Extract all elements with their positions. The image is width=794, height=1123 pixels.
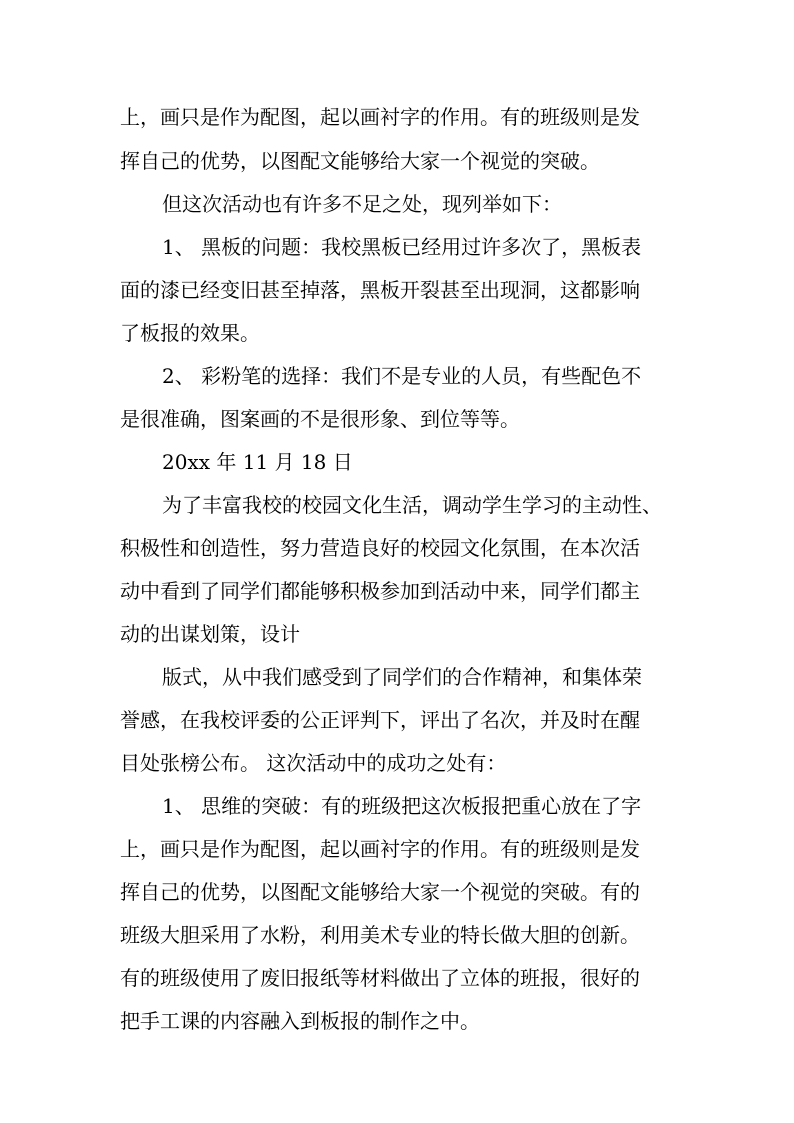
text-line: 1、 黑板的问题：我校黑板已经用过许多次了，黑板表: [162, 235, 642, 259]
text-line: 为了丰富我校的校园文化生活，调动学生学习的主动性、: [162, 493, 662, 517]
text-line: 目处张榜公布。 这次活动中的成功之处有：: [120, 751, 507, 775]
text-line: 有的班级使用了废旧报纸等材料做出了立体的班报，很好的: [120, 966, 640, 990]
text-line: 但这次活动也有许多不足之处，现列举如下：: [162, 192, 562, 216]
date-line: 20xx 年 11 月 18 日: [162, 450, 353, 474]
text-line: 1、 思维的突破：有的班级把这次板报把重心放在了字: [162, 794, 642, 818]
text-line: 班级大胆采用了水粉，利用美术专业的特长做大胆的创新。: [120, 923, 640, 947]
text-line: 是很准确，图案画的不是很形象、到位等等。: [120, 407, 520, 431]
text-line: 动中看到了同学们都能够积极参加到活动中来，同学们都主: [120, 579, 640, 603]
text-line: 挥自己的优势，以图配文能够给大家一个视觉的突破。有的: [120, 880, 640, 904]
text-line: 积极性和创造性，努力营造良好的校园文化氛围，在本次活: [120, 536, 640, 560]
text-line: 上，画只是作为配图，起以画衬字的作用。有的班级则是发: [120, 105, 640, 129]
text-line: 上，画只是作为配图，起以画衬字的作用。有的班级则是发: [120, 837, 640, 861]
text-line: 了板报的效果。: [120, 321, 260, 345]
text-line: 挥自己的优势，以图配文能够给大家一个视觉的突破。: [120, 149, 600, 173]
text-line: 2、 彩粉笔的选择：我们不是专业的人员，有些配色不: [162, 364, 642, 388]
text-line: 版式，从中我们感受到了同学们的合作精神，和集体荣: [162, 665, 642, 689]
text-line: 誉感，在我校评委的公正评判下，评出了名次，并及时在醒: [120, 708, 640, 732]
text-line: 面的漆已经变旧甚至掉落，黑板开裂甚至出现洞，这都影响: [120, 278, 640, 302]
text-line: 动的出谋划策，设计: [120, 622, 300, 646]
text-line: 把手工课的内容融入到板报的制作之中。: [120, 1009, 480, 1033]
